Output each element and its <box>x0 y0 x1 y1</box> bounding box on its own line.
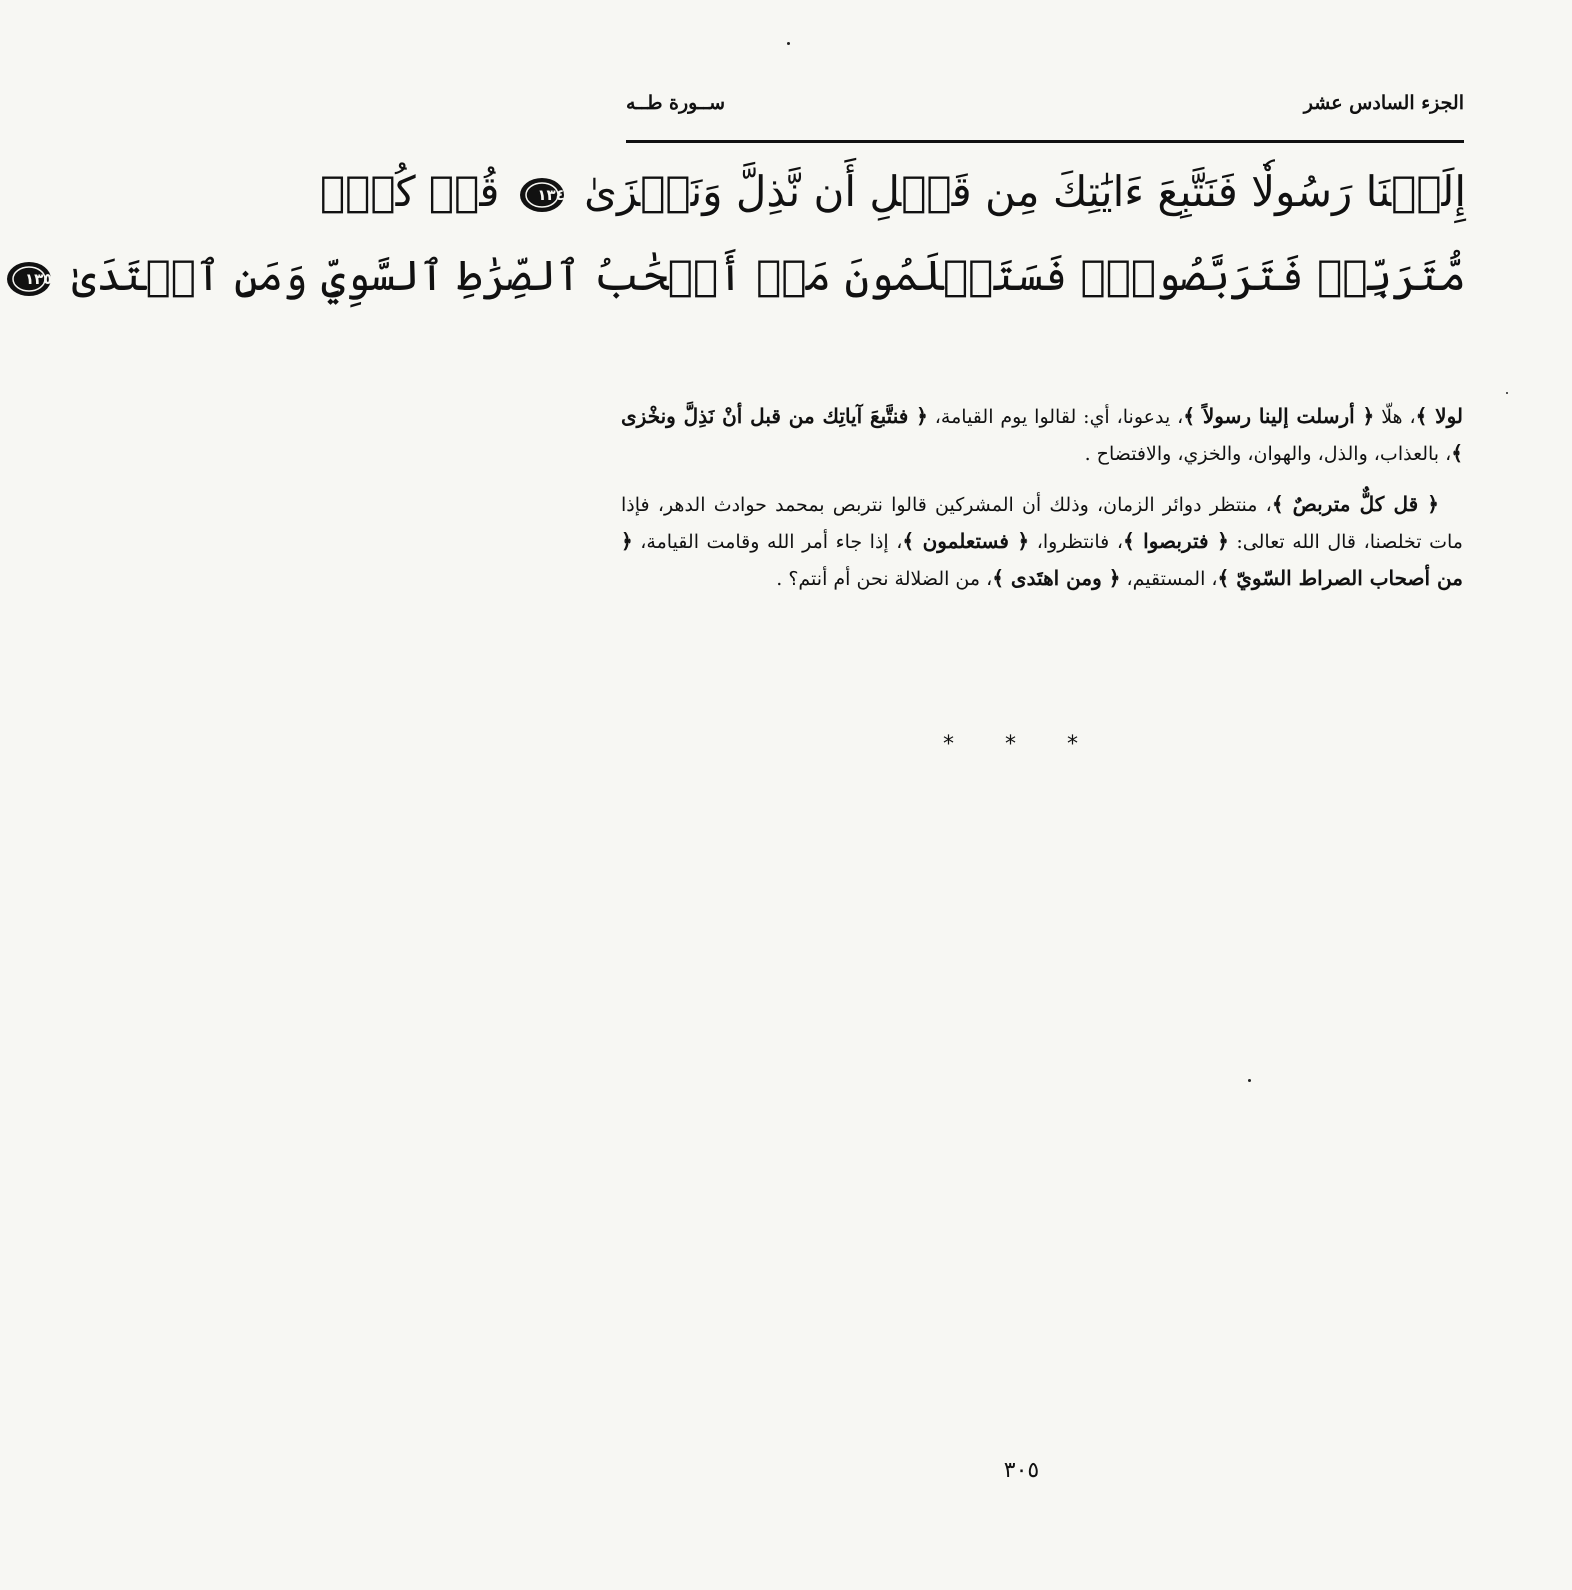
verse-line-1 <box>319 150 1466 234</box>
commentary-text: ، من الضلالة نحن أم أنتم؟ . <box>776 568 993 590</box>
scan-speck <box>787 42 790 45</box>
commentary-paragraph <box>621 398 1463 472</box>
commentary-text: ، المستقيم، <box>1120 568 1218 590</box>
ayah-number: ١٣٥ <box>24 270 53 288</box>
commentary-text: ، فانتظروا، <box>1029 531 1123 553</box>
commentary-text: ، منتظر دوائر الزمان، وذلك أن المشركين قالوا نتربص بمحمد حوادث الدهر، فإذا مات تخلصنا، قال الله تعالى: <box>621 494 1463 553</box>
page-number: ٣٠٥ <box>1003 1458 1040 1483</box>
commentary-text: ، يدعونا، أي: لقالوا يوم القيامة، <box>927 406 1184 428</box>
commentary-text: ، هلّا <box>1374 406 1416 428</box>
quoted-verse-phrase: ﴿ من أصحاب الصراط السّويّ ﴾ <box>621 529 1463 590</box>
scan-speck <box>1506 392 1508 394</box>
quoted-verse-phrase: ﴿ فتربصوا ﴾ <box>1122 529 1229 553</box>
commentary-paragraph <box>621 486 1463 597</box>
ayah-number-marker <box>6 260 52 298</box>
verse-text: إِلَيۡنَا رَسُولٗا فَنَتَّبِعَ ءَايَٰتِكَ مِن قَبۡلِ أَن نَّذِلَّ وَنَخۡزَىٰ <box>584 167 1466 216</box>
book-page <box>24 0 1572 1590</box>
commentary-text: ، بالعذاب، والذل، والهوان، والخزي، والافتضاح . <box>1084 443 1452 465</box>
verse-text: قُلۡ كُلّٞ <box>319 167 500 216</box>
running-header <box>626 92 1464 132</box>
commentary-text: ، إذا جاء أمر الله وقامت القيامة، <box>632 531 903 553</box>
quoted-verse-phrase: ﴿ قل كلٌّ متربصٌ ﴾ <box>1271 492 1439 516</box>
quoted-verse-phrase: ﴿ فنتَّبعَ آياتِك من قبل أنْ نَذِلَّ ونخْزى ﴾ <box>621 404 1463 465</box>
ayah-number-marker <box>519 176 565 214</box>
surah-title: ســورة طــه <box>626 92 726 114</box>
quoted-verse-phrase: ﴿ فستعلمون ﴾ <box>902 529 1030 553</box>
ayah-number: ١٣٤ <box>537 186 565 204</box>
tafsir-commentary <box>621 398 1463 611</box>
quran-verses <box>24 150 1466 318</box>
header-rule <box>626 140 1464 143</box>
quoted-verse-phrase: ﴿ أرسلت إلينا رسولاً ﴾ <box>1183 404 1375 428</box>
quoted-verse-phrase: لولا ﴾ <box>1415 404 1463 428</box>
quoted-verse-phrase: ﴿ ومن اهتَدى ﴾ <box>992 566 1121 590</box>
section-separator: * * * <box>943 732 1100 757</box>
verse-text: مُّتَرَبِّصٞ فَتَرَبَّصُواْۖ فَسَتَعۡلَمُونَ مَنۡ أَصۡحَٰبُ ٱلصِّرَٰطِ ٱلسَّوِيِّ وَمَنِ ٱهۡتَدَىٰ <box>71 251 1466 300</box>
verse-line-2 <box>24 234 1466 318</box>
scan-speck <box>1248 1079 1251 1082</box>
juz-title: الجزء السادس عشر <box>1303 92 1464 114</box>
